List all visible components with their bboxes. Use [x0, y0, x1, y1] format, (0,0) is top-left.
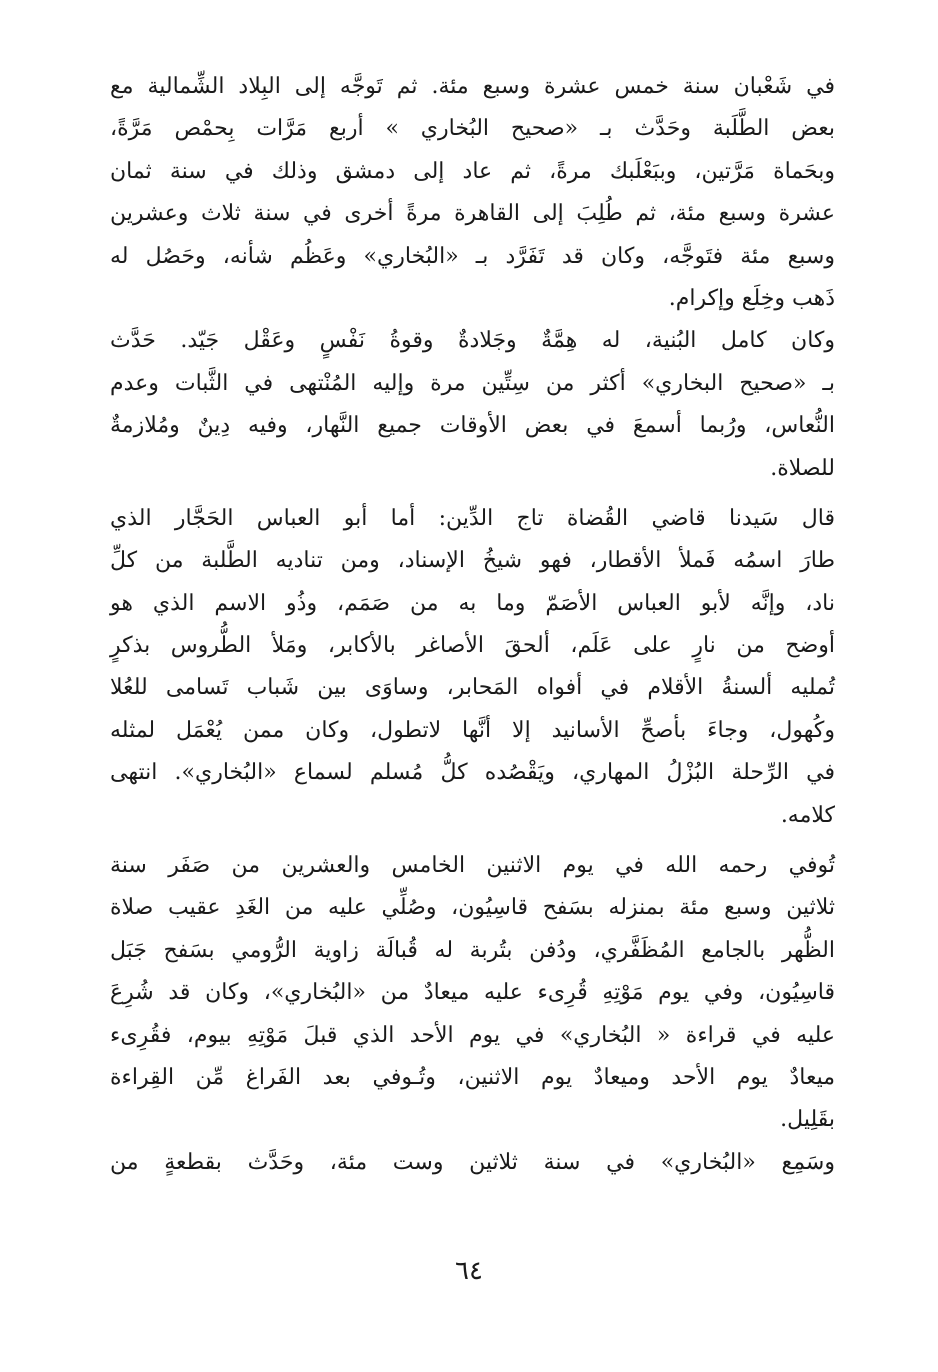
- text-line: وبحَماة مَرَّتين، وببَعْلَبك مرةً، ثم عاد إلى دمشق وذلك في سنة ثمان: [110, 158, 835, 184]
- text-line: وسَمِع «البُخاري» في سنة ثلاثين وست مئة، وحَدَّث بقطعةٍ من: [110, 1149, 835, 1175]
- text-line: بعض الطَّلَبة وحَدَّث بـ «صحيح البُخاري » أربع مَرَّات بِحمْص مَرَّةً،: [110, 116, 835, 142]
- text-line: وكُهول، وجاءَ بأصحِّ الأسانيد إلا أنَّها لاتطول، وكان ممن يُعْمَل لمثله: [110, 717, 835, 743]
- text-line: قال سَيدنا قاضي القُضاة تاج الدِّين: أما أبو العباس الحَجَّار الذي: [110, 505, 835, 531]
- text-line: وكان كامل البُنية، له هِمَّةٌ وجَلادةٌ وقوةُ نَفْسٍ وعَقْل جَيّد. حَدَّث: [110, 328, 835, 354]
- text-line: الظُّهر بالجامع المُظَفَّري، ودُفن بتُربة له قُبالَة زاوية الرُّومي بسَفح جَبَل: [110, 937, 835, 963]
- text-line: ثلاثين وسبع مئة بمنزله بسَفح قاسِيُون، وصُلِّي عليه من الغَدِ عقيب صلاة: [110, 895, 835, 921]
- text-line: ميعادٌ يوم الأحد وميعادٌ يوم الاثنين، وتُـوفي بعد الفَراغ مِّن القِراءة: [110, 1064, 835, 1090]
- text-line: عشرة وسبع مئة، ثم طُلِبَ إلى القاهرة مرةً أخرى في سنة ثلاث وعشرين: [110, 201, 835, 227]
- text-line: النُّعاس، ورُبما أسمعَ في بعض الأوقات جميع النَّهار، وفيه دِينٌ ومُلازمةٌ: [110, 413, 835, 439]
- text-line: تُوفي رحمه الله في يوم الاثنين الخامس والعشرين من صَفَر سنة: [110, 853, 835, 879]
- text-line: للصلاة.: [770, 455, 835, 481]
- text-line: في الرِّحلة البُزْلُ المهاري، ويَقْصُده كلُّ مُسلم لسماع «البُخاري». انتهى: [110, 760, 835, 786]
- text-line: أوضح من نارٍ على عَلَم، ألحقَ الأصاغر بالأكابر، ومَلأ الطُّروس بذكرٍ: [110, 633, 835, 659]
- text-line: ذَهب وخِلَع وإكرام.: [668, 285, 835, 311]
- text-line: في شَعْبان سنة خمس عشرة وسبع مئة. ثم تَوجَّه إلى البِلاد الشِّمالية مع: [110, 74, 835, 99]
- text-line: بـ «صحيح البخاري» أكثر من سِتِّين مرة وإليه المُنْتهى في الثَّبات وعدم: [110, 370, 835, 396]
- text-line: وسبع مئة فتَوجَّه، وكان قد تَفَرَّد بـ «البُخاري» وعَظُم شأنه، وحَصُل له: [110, 243, 835, 269]
- text-line: قاسِيُون، وفي يوم مَوْتِهِ قُرِىء عليه ميعادٌ من «البُخاري»، وكان قد شُرِعَ: [110, 980, 835, 1006]
- page-number: ٦٤: [455, 1256, 483, 1286]
- text-line: طارَ اسمُه فَملأ الأقطار، فهو شيخُ الإسناد، ومن تناديه الطَّلبة من كلِّ: [110, 548, 835, 574]
- text-line: تُمليه ألسنةُ الأقلام في أفواه المَحابر، وساوَى بين شَباب تَسامى للعُلا: [110, 675, 835, 701]
- text-line: كلامه.: [780, 802, 835, 828]
- text-line: بقَلِيل.: [780, 1107, 835, 1133]
- body-text: [110, 66, 835, 1184]
- text-line: عليه في قراءة « البُخاري» في يوم الأحد الذي قبلَ مَوْتِهِ بيوم، فقُرِىء: [110, 1022, 835, 1048]
- text-line: ناد، وإنَّه لأبو العباس الأصَمّ وما به من صَمَم، وذُو الاسم الذي هو: [110, 590, 835, 616]
